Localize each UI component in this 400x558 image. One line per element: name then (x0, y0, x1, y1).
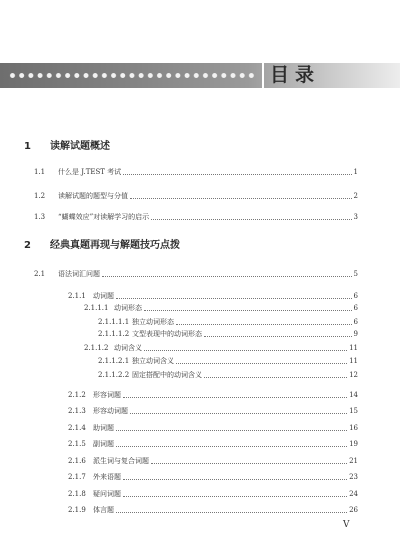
entry-page: 15 (349, 407, 358, 415)
entry-page: 24 (349, 490, 358, 498)
entry-label: 副词题 (93, 440, 114, 448)
toc-entry[interactable] (98, 355, 358, 367)
entry-page: 3 (353, 213, 358, 221)
entry-page: 12 (349, 371, 358, 379)
entry-number: 2.1.5 (68, 440, 86, 448)
dot-leader (116, 512, 347, 513)
dot-leader (130, 198, 352, 199)
dot-leader (176, 363, 347, 364)
dot-leader (151, 463, 347, 464)
dot-leader (116, 298, 352, 299)
entry-label: 形容动词题 (93, 407, 128, 415)
entry-label: 动词题 (93, 292, 114, 300)
entry-number: 2.1.1.1.1 (98, 318, 130, 326)
entry-number: 2.1.4 (68, 424, 86, 432)
entry-page: 9 (353, 330, 358, 338)
dot-leader (176, 324, 352, 325)
dot-leader (144, 350, 347, 351)
entry-page: 6 (353, 292, 358, 300)
entry-number: 2.1.1.2.1 (98, 357, 130, 365)
toc-entry[interactable] (68, 471, 358, 483)
entry-number: 2.1.7 (68, 473, 86, 481)
entry-label: 助词题 (93, 424, 114, 432)
entry-page: 5 (353, 270, 358, 278)
dot-leader (123, 397, 347, 398)
dot-leader (130, 413, 347, 414)
entry-page: 11 (349, 344, 358, 352)
entry-number: 1.1 (34, 168, 46, 176)
entry-number: 2.1.1.2.2 (98, 371, 130, 379)
entry-page: 19 (349, 440, 358, 448)
dot-leader (102, 276, 352, 277)
entry-label: 外来语题 (93, 473, 121, 481)
toc-entry[interactable] (98, 328, 358, 340)
entry-page: 6 (353, 318, 358, 326)
entry-number: 2.1.3 (68, 407, 86, 415)
entry-page: 26 (349, 506, 358, 514)
entry-number: 2.1 (34, 270, 46, 278)
toc-chapter[interactable] (24, 140, 110, 154)
entry-label: 体言题 (93, 506, 114, 514)
dot-leader (116, 446, 347, 447)
entry-page: 21 (349, 457, 358, 465)
banner-divider (262, 63, 264, 88)
dot-leader (123, 174, 351, 175)
chapter-title: 读解试题概述 (50, 141, 110, 152)
dot-leader (123, 496, 347, 497)
toc-entry[interactable] (34, 190, 358, 202)
toc-entry[interactable] (68, 422, 358, 434)
entry-label: “蝴蝶效应”对读解学习的启示 (58, 213, 150, 221)
dot-leader (204, 377, 347, 378)
entry-page: 11 (349, 357, 358, 365)
toc-entry[interactable] (84, 342, 358, 354)
toc-entry[interactable] (34, 166, 358, 178)
entry-page: 16 (349, 424, 358, 432)
dot-leader (204, 336, 352, 337)
entry-label: 形容词题 (93, 391, 121, 399)
toc-chapter[interactable] (24, 239, 180, 253)
chapter-number: 1 (24, 141, 31, 152)
toc-entry[interactable] (34, 268, 358, 280)
entry-label: 文型表现中的动词形态 (132, 330, 202, 338)
toc-entry[interactable] (68, 504, 358, 516)
entry-number: 2.1.6 (68, 457, 86, 465)
entry-page: 6 (353, 304, 358, 312)
toc-entry[interactable] (68, 438, 358, 450)
entry-label: 疑问词题 (93, 490, 121, 498)
entry-label: 语法词汇问题 (58, 270, 100, 278)
toc-entry[interactable] (84, 302, 358, 314)
toc-entry[interactable] (98, 316, 358, 328)
entry-label: 派生词与复合词题 (93, 457, 149, 465)
entry-number: 2.1.9 (68, 506, 86, 514)
banner-dot-pattern (8, 71, 258, 80)
entry-label: 独立动词形态 (132, 318, 174, 326)
toc-entry[interactable] (68, 389, 358, 401)
chapter-number: 2 (24, 240, 31, 251)
entry-page: 23 (349, 473, 358, 481)
entry-page: 1 (353, 168, 358, 176)
entry-label: 动词含义 (114, 344, 142, 352)
toc-entry[interactable] (34, 211, 358, 223)
entry-label: 什么是 J.TEST 考试 (58, 168, 122, 176)
entry-page: 2 (353, 192, 358, 200)
entry-number: 1.2 (34, 192, 46, 200)
toc-entry[interactable] (68, 488, 358, 500)
page-title: 目录 (270, 64, 321, 86)
entry-label: 独立动词含义 (132, 357, 174, 365)
dot-leader (144, 310, 352, 311)
entry-label: 读解试题的题型与分值 (58, 192, 128, 200)
page-number: V (343, 520, 350, 530)
entry-page: 14 (349, 391, 358, 399)
toc-entry[interactable] (68, 290, 358, 302)
dot-leader (116, 430, 347, 431)
entry-number: 2.1.1.1.2 (98, 330, 130, 338)
entry-number: 2.1.1 (68, 292, 86, 300)
toc-entry[interactable] (68, 455, 358, 467)
entry-number: 1.3 (34, 213, 46, 221)
entry-label: 动词形态 (114, 304, 142, 312)
entry-number: 2.1.8 (68, 490, 86, 498)
toc-entry[interactable] (98, 369, 358, 381)
toc-entry[interactable] (68, 405, 358, 417)
entry-label: 固定搭配中的动词含义 (132, 371, 202, 379)
entry-number: 2.1.2 (68, 391, 86, 399)
dot-leader (151, 219, 351, 220)
entry-number: 2.1.1.1 (84, 304, 109, 312)
dot-leader (123, 479, 347, 480)
entry-number: 2.1.1.2 (84, 344, 109, 352)
chapter-title: 经典真题再现与解题技巧点拨 (50, 240, 180, 251)
